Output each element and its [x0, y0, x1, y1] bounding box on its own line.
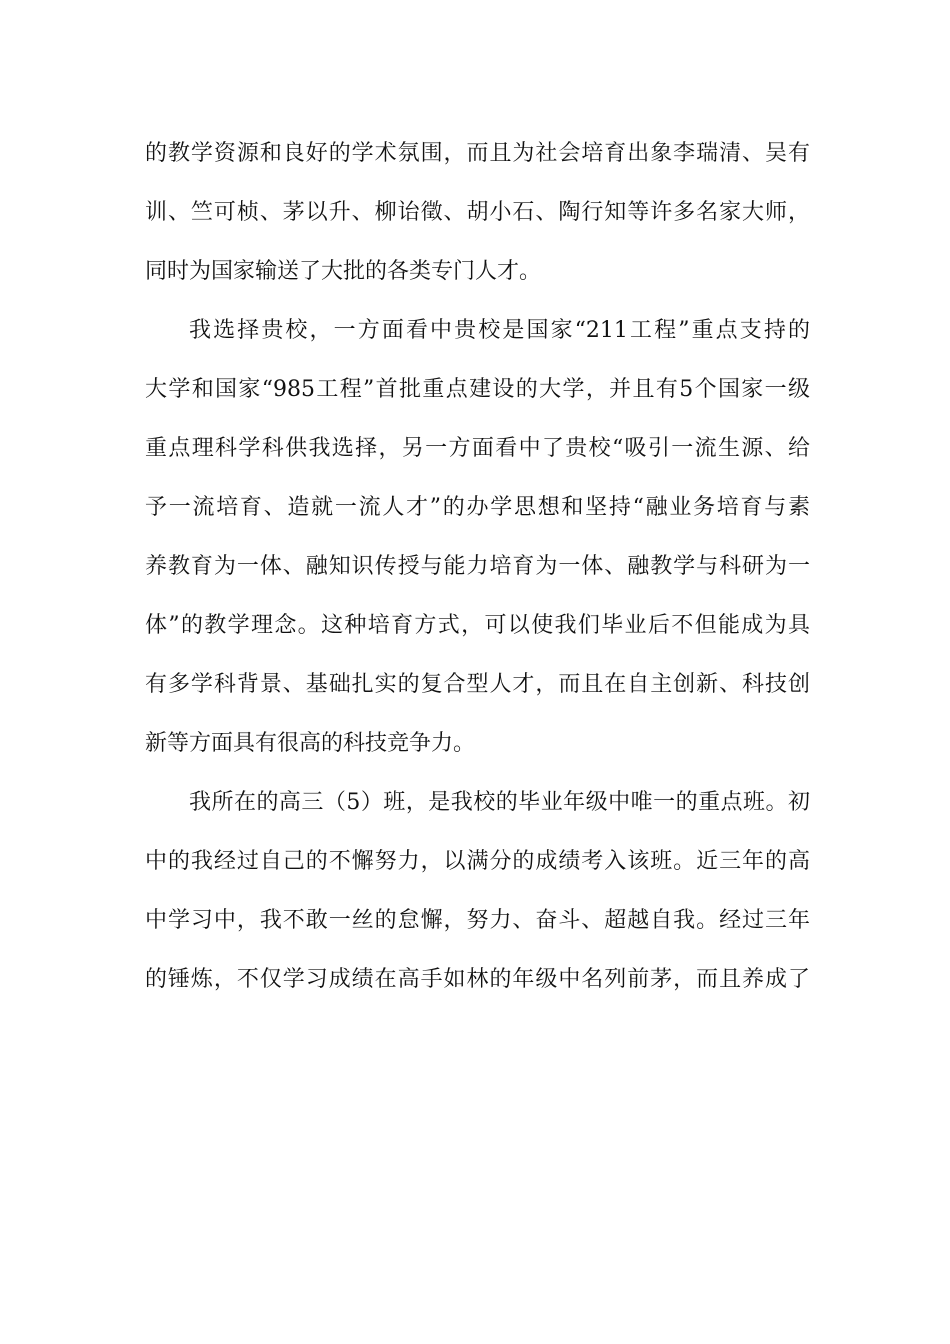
text-line: 训、竺可桢、茅以升、柳诒徵、胡小石、陶行知等许多名家大师，: [145, 200, 810, 225]
body-text: [145, 130, 810, 1015]
text-line: 新等方面具有很高的科技竞争力。: [145, 731, 476, 756]
text-line: 的锤炼，不仅学习成绩在高手如林的年级中名列前茅，而且养成了: [145, 967, 810, 992]
text-line: 体”的教学理念。这种培育方式，可以使我们毕业后不但能成为具: [145, 613, 810, 638]
paragraph-first-line: 我选择贵校，一方面看中贵校是国家“211工程”重点支持的: [189, 318, 810, 343]
text-line: 有多学科背景、基础扎实的复合型人才，而且在自主创新、科技创: [145, 672, 810, 697]
text-line: 重点理科学科供我选择，另一方面看中了贵校“吸引一流生源、给: [145, 436, 810, 461]
text-line: 的教学资源和良好的学术氛围，而且为社会培育出象李瑞清、吴有: [145, 141, 810, 166]
text-line: 养教育为一体、融知识传授与能力培育为一体、融教学与科研为一: [145, 554, 810, 579]
paragraph-first-line: 我所在的高三（5）班，是我校的毕业年级中唯一的重点班。初: [189, 790, 810, 815]
text-line: 予一流培育、造就一流人才”的办学思想和坚持“融业务培育与素: [145, 495, 810, 520]
text-line: 同时为国家输送了大批的各类专门人才。: [145, 259, 542, 284]
text-line: 中的我经过自己的不懈努力，以满分的成绩考入该班。近三年的高: [145, 849, 810, 874]
text-line: 大学和国家“985工程”首批重点建设的大学，并且有5个国家一级: [145, 377, 810, 402]
text-line: 中学习中，我不敢一丝的怠懈，努力、奋斗、超越自我。经过三年: [145, 908, 810, 933]
